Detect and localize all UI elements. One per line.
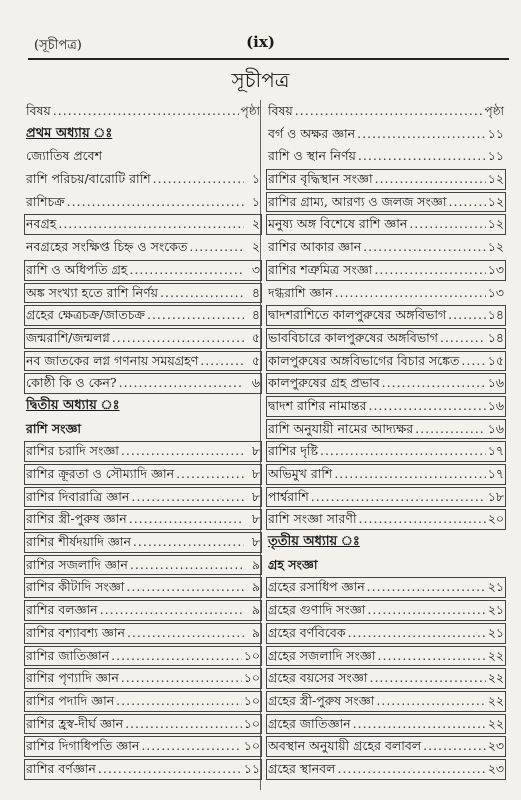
- toc-entry: [26, 735, 260, 758]
- toc-right-column: [268, 100, 504, 781]
- toc-entry: [268, 758, 504, 781]
- toc-entry-title: গ্রহের গুণাদি সংজ্ঞা: [268, 602, 366, 618]
- dot-leader: [129, 508, 244, 531]
- toc-entry-title: বিষয়: [268, 103, 293, 118]
- toc-entry-title: রাশির জাতিজ্ঞান: [26, 647, 110, 663]
- toc-entry: [26, 372, 260, 395]
- toc-page-number: ১১: [243, 760, 260, 776]
- toc-page-number: ২১: [487, 624, 504, 640]
- toc-entry-title: গ্রহের বয়সের সংজ্ঞা: [268, 670, 368, 686]
- toc-page-number: ৪: [251, 307, 260, 323]
- toc-page-number: ১৪: [487, 329, 504, 345]
- toc-page-number: ১৬: [487, 375, 504, 391]
- toc-page-number: ৯: [251, 602, 260, 618]
- toc-page-number: ৯: [251, 556, 260, 572]
- toc-page-number: ১২: [487, 239, 504, 255]
- toc-entry-title: রাশির বলজ্ঞান: [26, 602, 98, 618]
- toc-page-number: ১০: [243, 692, 260, 708]
- toc-entry: [268, 576, 504, 599]
- toc-entry-title: গ্রহের স্থানবল: [268, 760, 336, 776]
- dot-leader: [440, 327, 486, 350]
- toc-page-number: ১০: [243, 738, 260, 754]
- toc-entry: [268, 554, 504, 577]
- toc-entry-title: রাশির শত্রুমিত্র সংজ্ঞা: [268, 261, 373, 277]
- dot-leader: [121, 440, 244, 463]
- toc-entry-title: রাশির চরাদি সংজ্ঞা: [26, 443, 119, 459]
- toc-entry-title: গ্রহের ক্ষেত্রচক্র/জাতচক্র: [26, 307, 145, 323]
- toc-entry-title: রাশি ও স্থান নির্ণয়: [268, 148, 356, 164]
- toc-entry-title: রাশি সংজ্ঞা: [26, 420, 82, 436]
- dot-leader: [334, 463, 485, 486]
- toc-entry-title: কোষ্ঠী কি ও কেন?: [26, 375, 117, 391]
- dot-leader: [357, 123, 486, 146]
- dot-leader: [359, 508, 486, 531]
- toc-page-number: ২: [251, 239, 260, 255]
- toc-page-number: ১৬: [487, 420, 504, 436]
- toc-page-number: ১০: [243, 715, 260, 731]
- toc-page-number: ১২: [487, 216, 504, 232]
- toc-page-number: ৮: [251, 443, 260, 459]
- toc-entry: [268, 735, 504, 758]
- dot-leader: [449, 191, 486, 214]
- toc-entry-title: দ্বাদশ রাশির নামান্তর: [268, 397, 367, 413]
- toc-entry-title: পার্শ্বরাশি: [268, 488, 309, 504]
- toc-entry-title: গ্রহের স্ত্রী-পুরুষ সংজ্ঞা: [268, 692, 375, 708]
- toc-entry-title: রাশির পদাদি জ্ঞান: [26, 692, 115, 708]
- toc-page-number: ৮: [251, 488, 260, 504]
- dot-leader: [337, 758, 485, 781]
- dot-leader: [119, 372, 244, 395]
- toc-entry-title: অঙ্ক সংখ্যা হতে রাশি নির্ণয়: [26, 284, 159, 300]
- chapter-heading: [26, 123, 260, 146]
- toc-page-number: ১৪: [487, 307, 504, 323]
- toc-page-number: ৫: [251, 352, 260, 368]
- toc-entry-title: গ্রহের জাতিজ্ঞান: [268, 715, 351, 731]
- toc-entry-title: নব জাতকের লগ্ন গণনায় সময়গ্রহণ: [26, 352, 199, 368]
- toc-entry: [268, 622, 504, 645]
- toc-entry: [268, 463, 504, 486]
- dot-leader: [127, 622, 244, 645]
- dot-leader: [200, 350, 244, 373]
- dot-leader: [367, 576, 486, 599]
- dot-leader: [125, 713, 242, 736]
- toc-column-header: [268, 100, 504, 123]
- toc-page-number: ২: [251, 216, 260, 232]
- toc-page-number: পৃষ্ঠা: [484, 104, 504, 118]
- dot-leader: [100, 599, 244, 622]
- toc-entry: [26, 645, 260, 668]
- toc-entry: [268, 418, 504, 441]
- toc-page-number: ৫: [251, 329, 260, 345]
- toc-entry-title: রাশির বর্ণজ্ঞান: [26, 760, 96, 776]
- toc-entry: [268, 123, 504, 146]
- toc-entry-title: গ্রহের সজলাদি সংজ্ঞা: [268, 647, 376, 663]
- toc-entry-title: রাশির স্ত্রী-পুরুষ জ্ঞান: [26, 511, 127, 527]
- dot-leader: [423, 735, 486, 758]
- toc-page-number: ২৩: [487, 760, 504, 776]
- page-title: সূচীপত্র: [231, 68, 290, 92]
- toc-entry-title: রাশির দৃষ্টি: [268, 443, 318, 459]
- toc-entry: [268, 645, 504, 668]
- toc-page-number: ২২: [487, 647, 504, 663]
- dot-leader: [348, 622, 486, 645]
- toc-page-number: ৪: [251, 284, 260, 300]
- toc-entry: [26, 599, 260, 622]
- toc-entry-title: রাশি ও অধিপতি গ্রহ: [26, 261, 128, 277]
- toc-entry-title: নবগ্রহের সংক্ষিপ্ত চিহ্ন ও সংকেত: [26, 239, 188, 255]
- dot-leader: [131, 486, 244, 509]
- toc-page-number: ১৭: [487, 443, 504, 459]
- dot-leader: [368, 395, 485, 418]
- dot-leader: [448, 304, 486, 327]
- dot-leader: [375, 168, 486, 191]
- toc-entry-title: রাশির পৃণ্যাদি জ্ঞান: [26, 670, 119, 686]
- toc-entry-title: বর্গ ও অক্ষর জ্ঞান: [268, 125, 356, 141]
- toc-entry-title: তৃতীয় অধ্যায় ঃ: [268, 534, 360, 550]
- toc-entry: [26, 622, 260, 645]
- dot-leader: [153, 168, 244, 191]
- toc-entry: [268, 713, 504, 736]
- dot-leader: [335, 282, 486, 305]
- toc-entry-title: রাশি অনুযায়ী নামের আদ্যক্ষর: [268, 420, 414, 436]
- running-header: (সূচীপত্র): [34, 38, 82, 53]
- toc-entry-title: রাশি সংজ্ঞা সারণী: [268, 511, 357, 527]
- dot-leader: [147, 304, 244, 327]
- toc-entry: [26, 758, 260, 781]
- toc-entry: [26, 418, 260, 441]
- toc-entry: [268, 440, 504, 463]
- toc-page-number: ১: [251, 193, 260, 209]
- dot-leader: [116, 690, 242, 713]
- dot-leader: [126, 576, 244, 599]
- toc-entry-title: রাশির ক্রূরতা ও সৌম্যাদি জ্ঞান: [26, 466, 175, 481]
- toc-entry: [26, 145, 260, 168]
- dot-leader: [358, 145, 486, 168]
- toc-page-number: ১২: [487, 171, 504, 187]
- toc-page-number: ৮: [251, 534, 260, 550]
- toc-column-header: [26, 100, 260, 123]
- toc-entry: [268, 599, 504, 622]
- toc-entry-title: দ্বিতীয় অধ্যায় ঃ: [26, 397, 120, 413]
- column-divider: [260, 100, 261, 790]
- dot-leader: [133, 531, 244, 554]
- dot-leader: [160, 282, 244, 305]
- dot-leader: [121, 667, 242, 690]
- dot-leader: [461, 350, 485, 373]
- toc-entry-title: রাশির গ্রাম্য, আরণ্য ও জলজ সংজ্ঞা: [268, 193, 447, 209]
- toc-entry: [26, 508, 260, 531]
- toc-page-number: ১১: [487, 125, 504, 141]
- toc-entry-title: জ্যোতিষ প্রবেশ: [26, 148, 103, 164]
- toc-entry-title: রাশির বশ্যাবশ্য জ্ঞান: [26, 624, 125, 640]
- toc-entry: [26, 327, 260, 350]
- toc-page-number: ৮: [251, 511, 260, 527]
- toc-entry: [26, 713, 260, 736]
- toc-entry-title: গ্রহের বর্ণবিবেক: [268, 624, 346, 640]
- toc-entry: [26, 554, 260, 577]
- toc-entry-title: কালপুরুষের গ্রহ প্রভাব: [268, 375, 380, 391]
- dot-leader: [112, 327, 244, 350]
- toc-entry: [268, 304, 504, 327]
- toc-entry: [268, 236, 504, 259]
- toc-entry: [268, 395, 504, 418]
- toc-entry-title: নবগ্রহ: [26, 216, 57, 232]
- toc-page-number: ১০: [243, 670, 260, 686]
- toc-entry-title: দ্বাদশরাশিতে কালপুরুষের অঙ্গবিভাগ: [268, 307, 447, 323]
- toc-page-number: ১৩: [487, 284, 504, 300]
- toc-page-number: ৮: [251, 466, 260, 481]
- toc-page-number: ১৮: [487, 488, 504, 504]
- toc-entry: [268, 372, 504, 395]
- toc-entry: [268, 690, 504, 713]
- toc-entry-title: রাশির আকার জ্ঞান: [268, 239, 362, 255]
- toc-entry: [26, 463, 260, 486]
- dot-leader: [376, 690, 485, 713]
- toc-entry: [26, 304, 260, 327]
- page-number: (ix): [246, 33, 275, 51]
- toc-page-number: ১০: [243, 647, 260, 663]
- dot-leader: [58, 213, 244, 236]
- dot-leader: [374, 259, 485, 282]
- toc-page-number: ৯: [251, 579, 260, 595]
- dot-leader: [382, 372, 486, 395]
- toc-page-number: ১৫: [487, 352, 504, 368]
- dot-leader: [67, 191, 244, 214]
- toc-entry-title: রাশির বৃদ্ধিস্থান সংজ্ঞা: [268, 171, 373, 187]
- dot-leader: [367, 599, 485, 622]
- toc-page-number: ২৩: [487, 738, 504, 754]
- toc-page-number: ১৭: [487, 466, 504, 481]
- toc-page-number: ১৬: [487, 397, 504, 413]
- toc-entry-title: গ্রহ সংজ্ঞা: [268, 556, 318, 572]
- toc-entry: [26, 282, 260, 305]
- dot-leader: [378, 645, 486, 668]
- toc-page-number: ৬: [251, 375, 260, 391]
- dot-leader: [320, 440, 486, 463]
- toc-page-number: ১: [251, 171, 260, 187]
- toc-entry: [26, 259, 260, 282]
- toc-entry-title: রাশির দিগাধিপতি জ্ঞান: [26, 738, 140, 754]
- toc-entry: [268, 191, 504, 214]
- dot-leader: [409, 213, 485, 236]
- dot-leader: [130, 554, 244, 577]
- dot-leader: [415, 418, 486, 441]
- toc-page-number: ২২: [487, 692, 504, 708]
- dot-leader: [98, 758, 242, 781]
- chapter-heading: [26, 395, 260, 418]
- toc-entry: [26, 667, 260, 690]
- toc-entry: [268, 145, 504, 168]
- toc-entry: [268, 350, 504, 373]
- toc-entry-title: প্রথম অধ্যায় ঃ: [26, 125, 113, 141]
- toc-entry: [26, 213, 260, 236]
- toc-entry-title: রাশিচক্র: [26, 193, 65, 209]
- dot-leader: [311, 486, 486, 509]
- toc-entry-title: রাশির কীটাদি সংজ্ঞা: [26, 579, 125, 595]
- dot-leader: [129, 259, 244, 282]
- toc-entry-title: অবস্থান অনুযায়ী গ্রহের বলাবল: [268, 738, 422, 754]
- toc-page-number: পৃষ্ঠা: [240, 104, 260, 118]
- toc-entry: [26, 440, 260, 463]
- toc-entry: [268, 213, 504, 236]
- dot-leader: [176, 463, 244, 486]
- toc-page-number: ২২: [487, 715, 504, 731]
- toc-entry-title: মনুষ্য অঙ্গ বিশেষে রাশি জ্ঞান: [268, 216, 408, 232]
- toc-page-number: ২১: [487, 602, 504, 618]
- toc-entry: [268, 486, 504, 509]
- header-rule: [28, 58, 509, 60]
- dot-leader: [363, 236, 486, 259]
- toc-entry-title: রাশির শীর্ষদয়াদি জ্ঞান: [26, 534, 131, 550]
- toc-entry: [26, 486, 260, 509]
- toc-entry: [26, 531, 260, 554]
- toc-page-number: ১১: [487, 148, 504, 164]
- toc-entry-title: কালপুরুষের অঙ্গবিভাগের বিচার সঙ্কেত: [268, 352, 460, 368]
- toc-entry: [268, 259, 504, 282]
- toc-entry: [26, 576, 260, 599]
- dot-leader: [295, 100, 483, 123]
- toc-entry-title: দগ্ধরাশি জ্ঞান: [268, 284, 333, 300]
- dot-leader: [53, 100, 239, 123]
- toc-entry-title: জন্মরাশি/জন্মলগ্ন: [26, 329, 110, 345]
- toc-page-number: ১৩: [487, 261, 504, 277]
- toc-entry-title: গ্রহের রসাধিপ জ্ঞান: [268, 579, 365, 595]
- dot-leader: [189, 236, 244, 259]
- toc-left-column: [26, 100, 260, 781]
- toc-page-number: ২০: [487, 511, 504, 527]
- toc-entry-title: রাশি পরিচয়/বারোটি রাশি: [26, 171, 151, 187]
- toc-entry: [26, 191, 260, 214]
- toc-entry-title: বিষয়: [26, 103, 51, 118]
- toc-entry-title: রাশির সজলাদি জ্ঞান: [26, 556, 128, 572]
- dot-leader: [369, 667, 485, 690]
- toc-entry: [26, 168, 260, 191]
- toc-entry-title: রাশির দিবারাত্রি জ্ঞান: [26, 488, 130, 504]
- toc-page-number: ৩: [251, 261, 260, 277]
- toc-page-number: ২২: [487, 670, 504, 686]
- toc-entry: [26, 236, 260, 259]
- toc-entry: [268, 282, 504, 305]
- dot-leader: [111, 645, 242, 668]
- toc-entry-title: ভাববিচারে কালপুরুষের অঙ্গবিভাগ: [268, 329, 438, 345]
- toc-entry: [268, 667, 504, 690]
- chapter-heading: [268, 531, 504, 554]
- toc-page-number: ২১: [487, 579, 504, 595]
- toc-entry: [26, 690, 260, 713]
- toc-entry: [268, 327, 504, 350]
- toc-page-number: ১২: [487, 193, 504, 209]
- toc-entry: [26, 350, 260, 373]
- dot-leader: [353, 713, 486, 736]
- toc-page-number: ৯: [251, 624, 260, 640]
- toc-entry-title: অভিমুখ রাশি: [268, 466, 333, 481]
- toc-entry: [268, 508, 504, 531]
- dot-leader: [141, 735, 241, 758]
- toc-entry: [268, 168, 504, 191]
- toc-entry-title: রাশির হ্রস্ব-দীর্ঘ জ্ঞান: [26, 715, 124, 731]
